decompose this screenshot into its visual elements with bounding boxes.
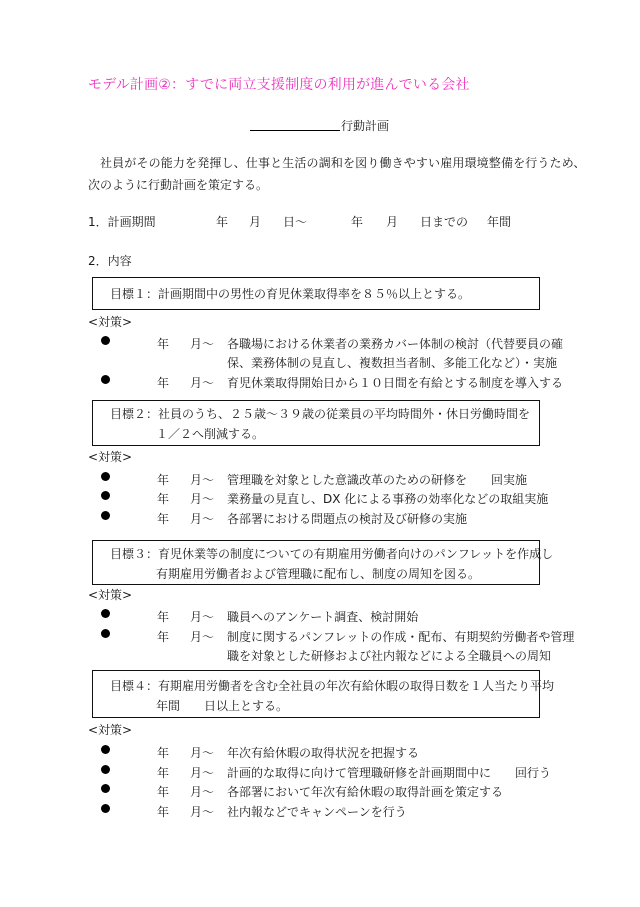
bullet-icon — [101, 629, 110, 638]
company-name-blank — [250, 130, 340, 131]
period-end-year: 年 — [351, 215, 364, 229]
measure-year: 年 — [157, 630, 170, 644]
measure-text: 年次有給休暇の取得状況を把握する — [227, 746, 420, 760]
bullet-icon — [101, 375, 110, 384]
measure-text: 各部署における問題点の検討及び研修の実施 — [227, 512, 468, 526]
measure-text: 職員へのアンケート調査、検討開始 — [227, 610, 419, 624]
goal-4-line-2: 年間 日以上とする。 — [156, 699, 289, 713]
measures-label: <対策> — [88, 315, 133, 329]
measure-year: 年 — [157, 610, 170, 624]
measure-item — [0, 374, 640, 388]
period-start-month: 月 — [249, 215, 262, 229]
measure-text: 各職場における休業者の業務カバー体制の検討（代替要員の確 — [227, 337, 564, 351]
measure-text: 社内報などでキャンペーンを行う — [227, 805, 407, 819]
measure-month: 月～ — [190, 805, 215, 819]
bullet-icon — [101, 745, 110, 754]
measure-text-cont: 職を対象とした研修および社内報などによる全職員への周知 — [227, 649, 552, 663]
measure-item — [0, 628, 640, 663]
goal-2-line-1: 目標２：社員のうち、２５歳～３９歳の従業員の平均時間外・休日労働時間を — [110, 407, 531, 421]
measure-month: 月～ — [190, 376, 215, 390]
period-end-month: 月 — [386, 215, 399, 229]
measure-year: 年 — [157, 473, 170, 487]
measure-year: 年 — [157, 766, 170, 780]
goal-box-3 — [92, 540, 554, 585]
bullet-icon — [101, 609, 110, 618]
section-plan-period — [88, 216, 588, 230]
measure-item — [0, 608, 640, 622]
measure-item — [0, 783, 640, 797]
measures-label: <対策> — [88, 588, 133, 602]
document-title: モデル計画②：すでに両立支援制度の利用が進んでいる会社 — [88, 77, 470, 93]
goal-3-line-1: 目標３：育児休業等の制度についての有期雇用労働者向けのパンフレットを作成し — [110, 547, 554, 561]
measure-text: 業務量の見直し、DX 化による事務の効率化などの取組実施 — [227, 492, 549, 506]
bullet-icon — [101, 336, 110, 345]
bullet-icon — [101, 765, 110, 774]
measure-year: 年 — [157, 337, 170, 351]
intro-line-2: 次のように行動計画を策定する。 — [88, 178, 269, 192]
bullet-icon — [101, 784, 110, 793]
section-2-label: 2．内容 — [88, 254, 132, 268]
measure-item — [0, 510, 640, 524]
measure-month: 月～ — [190, 746, 215, 760]
measure-month: 月～ — [190, 512, 215, 526]
bullet-icon — [101, 511, 110, 520]
goal-2-line-2: １／２へ削減する。 — [156, 427, 265, 441]
intro-line-1: 社員がその能力を発揮し、仕事と生活の調和を図り働きやすい雇用環境整備を行うため、 — [100, 156, 586, 170]
measure-item — [0, 744, 640, 758]
goal-box-1 — [92, 277, 540, 310]
section-1-label: 1．計画期間 — [88, 215, 156, 229]
measures-label: <対策> — [88, 450, 133, 464]
measure-year: 年 — [157, 785, 170, 799]
measure-month: 月～ — [190, 766, 215, 780]
measure-year: 年 — [157, 376, 170, 390]
measure-month: 月～ — [190, 610, 215, 624]
measure-month: 月～ — [190, 337, 215, 351]
measure-month: 月～ — [190, 630, 215, 644]
goal-3-line-2: 有期雇用労働者および管理職に配布し、制度の周知を図る。 — [156, 567, 481, 581]
measures-label: <対策> — [88, 723, 133, 737]
goal-box-4 — [92, 670, 555, 718]
measure-month: 月～ — [190, 473, 215, 487]
measure-item — [0, 335, 640, 370]
period-start-year: 年 — [216, 215, 229, 229]
measure-text: 各部署において年次有給休暇の取得計画を策定する — [227, 785, 504, 799]
measure-text: 管理職を対象とした意識改革のための研修を 回実施 — [227, 473, 528, 487]
period-start-day: 日～ — [283, 215, 308, 229]
goal-4-line-1: 目標４：有期雇用労働者を含む全社員の年次有給休暇の取得日数を１人当たり平均 — [110, 679, 555, 693]
measure-item — [0, 803, 640, 817]
measure-text: 計画的な取得に向けて管理職研修を計画期間中に 回行う — [227, 766, 552, 780]
measure-year: 年 — [157, 492, 170, 506]
period-years: 年間 — [487, 215, 512, 229]
bullet-icon — [101, 491, 110, 500]
plan-label: 行動計画 — [341, 119, 390, 133]
measure-month: 月～ — [190, 785, 215, 799]
period-end-day: 日までの — [420, 215, 469, 229]
bullet-icon — [101, 804, 110, 813]
measure-year: 年 — [157, 512, 170, 526]
measure-item — [0, 471, 640, 485]
goal-1-line-1: 目標１：計画期間中の男性の育児休業取得率を８５％以上とする。 — [110, 287, 471, 301]
measure-item — [0, 490, 640, 504]
measure-text: 制度に関するパンフレットの作成・配布、有期契約労働者や管理 — [227, 630, 575, 644]
measure-text-cont: 保、業務体制の見直し、複数担当者制、多能工化など）・実施 — [227, 356, 558, 370]
measure-text: 育児休業取得開始日から１０日間を有給とする制度を導入する — [227, 376, 564, 390]
measure-month: 月～ — [190, 492, 215, 506]
measure-year: 年 — [157, 746, 170, 760]
measure-year: 年 — [157, 805, 170, 819]
measure-item — [0, 764, 640, 778]
bullet-icon — [101, 472, 110, 481]
goal-box-2 — [92, 400, 540, 446]
